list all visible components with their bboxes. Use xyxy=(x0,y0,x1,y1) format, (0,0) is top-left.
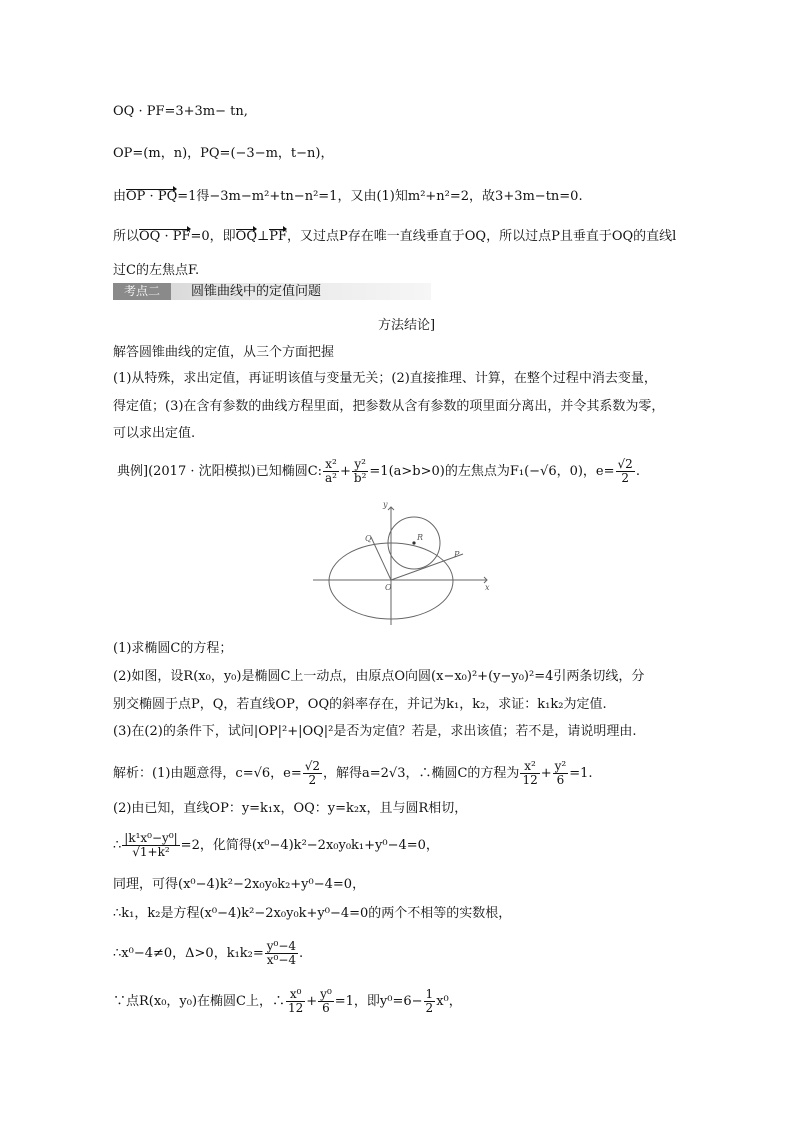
line-4-vector-3: PF xyxy=(269,229,288,244)
line-3-part-c: =1得−3m−m²+tn−n²=1，又由(1)知m²+n²=2，故3+3m−tn=0. xyxy=(177,189,583,204)
question-2-line-1: (2)如图，设R(x₀，y₀)是椭圆C上一动点，由原点O向圆(x−x₀)²+(y−y₀)²=4引两条切线，分 xyxy=(113,669,645,684)
point-p-label: P xyxy=(454,550,460,559)
line-3 xyxy=(113,188,583,206)
point-q-label: Q xyxy=(365,534,372,543)
line-3-vector: OP · PQ xyxy=(126,189,178,204)
fraction-x-12 xyxy=(286,988,305,1015)
method-line-1: 解答圆锥曲线的定值，从三个方面把握 xyxy=(113,345,335,360)
line-4-part-a: 所以 xyxy=(113,229,140,244)
center-r-point xyxy=(412,541,415,544)
line-4-perp: ⊥ xyxy=(257,229,270,244)
fraction-numerator: y² xyxy=(554,759,567,773)
solution-line-5: ∴k₁，k₂是方程(x⁰−4)k²−2x₀y₀k+y⁰−4=0的两个不相等的实数根， xyxy=(113,906,512,921)
line-4-vector-2: OQ xyxy=(235,229,257,244)
method-line-2: (1)从特殊，求出定值，再证明该值与变量无关；(2)直接推理、计算，在整个过程中消去变量， xyxy=(113,371,657,386)
plus-sign: + xyxy=(306,994,318,1009)
solution-line-7 xyxy=(113,988,462,1015)
solution-line-4: 同理，可得(x⁰−4)k²−2x₀y₀k₂+y⁰−4=0， xyxy=(113,877,366,892)
section-banner xyxy=(113,283,431,300)
solution-6-part-a: ∴x⁰−4≠0，Δ>0，k₁k₂= xyxy=(113,946,264,961)
period: . xyxy=(635,464,640,479)
fraction-numerator: x² xyxy=(323,458,339,472)
example-condition: =1(a>b>0)的左焦点为F₁(−√6，0)，e= xyxy=(369,464,615,479)
fraction-e xyxy=(303,760,322,787)
solution-line-3 xyxy=(113,832,439,859)
line-5 xyxy=(113,262,199,280)
line-4-part-g: ，又过点P存在唯一直线垂直于OQ，所以过点P且垂直于OQ的直线l xyxy=(287,229,677,244)
solution-1-part-a: 解析：(1)由题意得，c=√6，e= xyxy=(113,766,302,781)
line-2-part-a: OP=(m，n)， xyxy=(113,146,201,161)
solution-7-part-b: =1，即y⁰=6− xyxy=(334,994,423,1009)
fraction-y-6 xyxy=(318,988,334,1015)
fraction-denominator: 2 xyxy=(621,471,629,485)
line-4-vector-1: OQ · PF xyxy=(139,229,191,244)
solution-1-part-b: ，解得a=2√3，∴椭圆C的方程为 xyxy=(323,766,520,781)
therefore-sign: ∴ xyxy=(113,838,122,853)
question-1: (1)求椭圆C的方程； xyxy=(113,641,233,656)
line-2 xyxy=(113,145,333,163)
fraction-k1k2 xyxy=(265,940,298,967)
fraction-sqrt2-2 xyxy=(616,458,635,485)
fraction-y2-b2 xyxy=(352,458,369,485)
period: . xyxy=(299,946,304,961)
solution-1-part-c: =1. xyxy=(569,766,593,781)
fraction-one-half xyxy=(424,988,436,1015)
y-axis-label: y xyxy=(383,500,388,509)
solution-3-part-b: =2，化简得(x⁰−4)k²−2x₀y₀k₁+y⁰−4=0， xyxy=(180,838,439,853)
fraction-denominator: 2 xyxy=(425,1001,434,1015)
line-3-part-a: 由 xyxy=(113,189,127,204)
line-4-part-c: =0，即 xyxy=(190,229,236,244)
fraction-numerator: 1 xyxy=(425,987,434,1001)
section-title: 圆锥曲线中的定值问题 xyxy=(191,284,322,299)
fraction-denominator: 6 xyxy=(322,1001,330,1015)
solution-7-part-c: x⁰， xyxy=(436,994,462,1009)
solution-line-1 xyxy=(113,760,593,787)
origin-label: O xyxy=(385,583,392,592)
fraction-numerator: y² xyxy=(352,458,369,472)
fraction-y2-6 xyxy=(553,760,569,787)
fraction-numerator: x² xyxy=(520,760,539,774)
fraction-distance xyxy=(122,832,179,859)
solution-line-6 xyxy=(113,940,303,967)
fraction-denominator: a² xyxy=(325,471,337,485)
line-4 xyxy=(113,228,676,246)
line-1-text: OQ · PF=3+3m− tn, xyxy=(113,104,248,119)
fraction-numerator: y⁰−4 xyxy=(266,939,297,953)
fraction-denominator: 6 xyxy=(556,773,565,787)
solution-line-2: (2)由已知，直线OP：y=k₁x，OQ：y=k₂x，且与圆R相切， xyxy=(113,801,468,816)
fraction-numerator: |k¹x⁰−y⁰| xyxy=(124,831,178,845)
line-5-text: 过C的左焦点F. xyxy=(113,263,200,278)
line-1 xyxy=(113,103,248,121)
fraction-numerator: √2 xyxy=(304,759,321,773)
line-2-part-b: PQ=(−3−m，t−n)， xyxy=(200,146,334,161)
example-line xyxy=(117,458,640,485)
x-axis-label: x xyxy=(485,583,490,592)
method-heading: 方法结论] xyxy=(378,318,436,333)
fraction-denominator: 12 xyxy=(522,773,538,787)
fraction-denominator: 2 xyxy=(308,773,317,787)
point-r-label: R xyxy=(417,533,424,542)
fraction-denominator: b² xyxy=(353,471,367,485)
method-line-4: 可以求出定值. xyxy=(113,426,196,441)
fraction-numerator: √2 xyxy=(617,457,633,471)
section-tag: 考点二 xyxy=(113,283,171,300)
fraction-numerator: x⁰ xyxy=(286,988,305,1002)
fraction-x2-a2 xyxy=(323,458,339,485)
fraction-numerator: y⁰ xyxy=(320,987,332,1001)
fraction-denominator: √1+k² xyxy=(132,845,170,859)
ellipse-figure xyxy=(313,497,491,627)
plus-sign: + xyxy=(340,464,351,479)
example-intro: 典例](2017 · 沈阳模拟)已知椭圆C: xyxy=(117,464,323,479)
method-line-3: 得定值；(3)在含有参数的曲线方程里面，把参数从含有参数的项里面分离出，并令其系数为零， xyxy=(113,399,665,414)
question-2-line-2: 别交椭圆于点P，Q，若直线OP，OQ的斜率存在，并记为k₁，k₂，求证：k₁k₂为定值. xyxy=(113,697,607,712)
solution-7-part-a: ∵点R(x₀，y₀)在椭圆C上，∴ xyxy=(113,994,285,1009)
fraction-denominator: 12 xyxy=(287,1001,304,1015)
question-3: (3)在(2)的条件下，试问|OP|²+|OQ|²是否为定值？若是，求出该值；若不是，请说明理由. xyxy=(113,724,637,739)
fraction-denominator: x⁰−4 xyxy=(266,953,297,967)
plus-sign: + xyxy=(540,766,552,781)
fraction-x2-12 xyxy=(520,760,539,787)
